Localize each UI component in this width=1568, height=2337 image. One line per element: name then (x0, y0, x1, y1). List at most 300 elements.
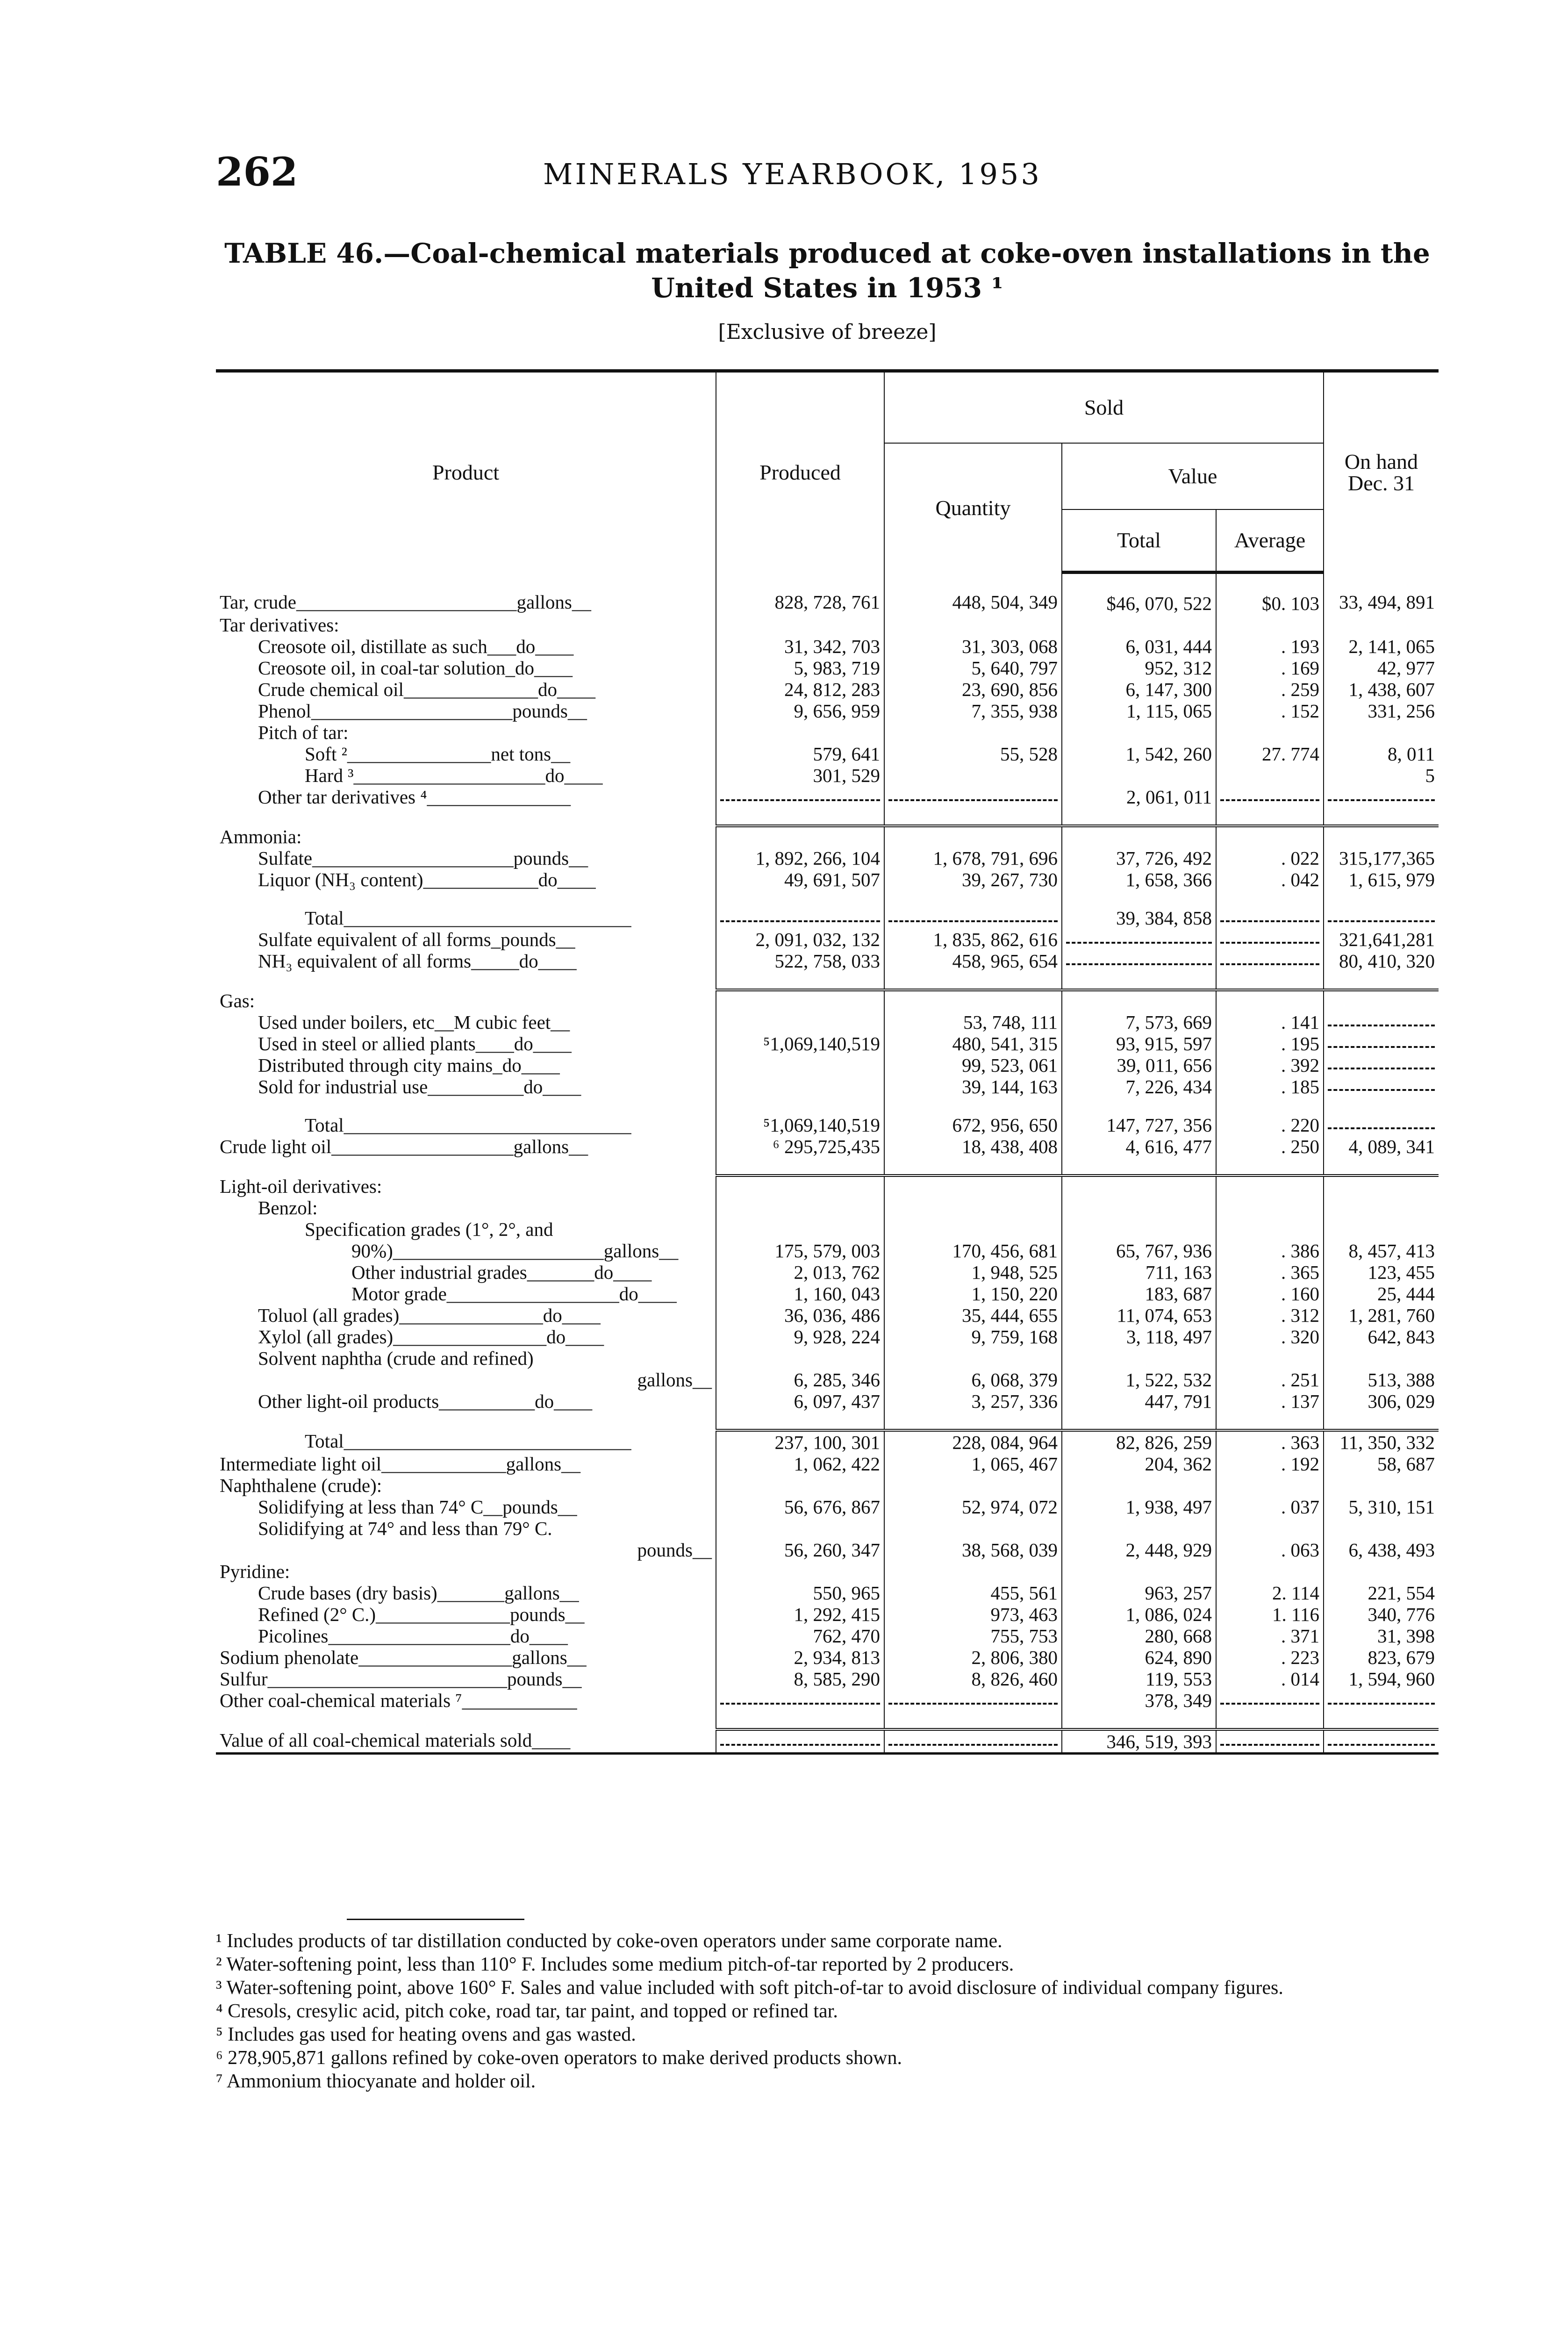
table-row (216, 826, 1439, 847)
cell-total (1062, 614, 1216, 636)
dash-line (1066, 963, 1212, 965)
row-label: Tar derivatives: (220, 614, 339, 636)
col-on-hand (1324, 371, 1439, 573)
cell-quantity: 8, 826, 460 (884, 1668, 1062, 1690)
cell-on-hand: 4, 089, 341 (1324, 1136, 1439, 1157)
spacer-cell (884, 972, 1062, 990)
cell-total: 1, 086, 024 (1062, 1604, 1216, 1625)
cell-average: . 063 (1216, 1539, 1324, 1561)
dash-cell (1324, 1690, 1439, 1711)
table-header (216, 371, 1439, 573)
table-row (216, 1114, 1439, 1136)
cell-total (1062, 1219, 1216, 1240)
cell-on-hand: 321,641,281 (1324, 929, 1439, 950)
cell-total: 1, 115, 065 (1062, 700, 1216, 722)
cell-produced: 1, 062, 422 (716, 1453, 884, 1475)
spacer-cell (884, 1711, 1062, 1729)
cell-produced: 522, 758, 033 (716, 950, 884, 972)
dash-cell (884, 1690, 1062, 1711)
cell-quantity: 448, 504, 349 (884, 573, 1062, 615)
spacer-cell (1062, 1157, 1216, 1176)
cell-produced (716, 1011, 884, 1033)
row-label: Sodium phenolate________________gallons__ (220, 1647, 587, 1668)
row-label: Total______________________________ (305, 907, 631, 929)
spacer-cell (716, 972, 884, 990)
row-label: Hard ³____________________do____ (305, 765, 603, 786)
page-number: 262 (216, 149, 298, 195)
cell-total: 2, 061, 011 (1062, 786, 1216, 808)
row-label: Pyridine: (220, 1561, 290, 1582)
cell-produced: 2, 091, 032, 132 (716, 929, 884, 950)
page-header (216, 149, 1439, 200)
col-quantity: Quantity (884, 443, 1062, 573)
cell-produced: 6, 097, 437 (716, 1391, 884, 1412)
row-label: Picolines___________________do____ (258, 1625, 568, 1647)
cell-on-hand: 315,177,365 (1324, 847, 1439, 869)
table-row (216, 929, 1439, 950)
dash-line (888, 799, 1058, 801)
dash-cell (1324, 786, 1439, 808)
row-label: Soft ²_______________net tons__ (305, 743, 571, 765)
cell-on-hand (1324, 1197, 1439, 1219)
cell-total: 1, 522, 532 (1062, 1369, 1216, 1391)
table-row (216, 1348, 1439, 1369)
spacer-cell (716, 1711, 884, 1729)
dash-cell (716, 907, 884, 929)
footnote-rule (347, 1919, 524, 1920)
col-on-hand-line-2: Dec. 31 (1347, 471, 1415, 495)
spacer-cell (1324, 1412, 1439, 1430)
dash-line (1328, 920, 1435, 922)
footnote: ⁴ Cresols, cresylic acid, pitch coke, road tar, tar paint, and topped or refined tar. (216, 2000, 838, 2022)
table-title-line-1: TABLE 46.—Coal-chemical materials produced at coke-oven installations in the (224, 237, 1430, 269)
table-row (216, 786, 1439, 808)
spacer-cell (216, 890, 716, 907)
row-label: Naphthalene (crude): (220, 1475, 382, 1496)
row-label: Ammonia: (220, 826, 302, 847)
row-label: Distributed through city mains_do____ (258, 1054, 560, 1076)
table-row (216, 1054, 1439, 1076)
spacer-cell (216, 972, 716, 990)
cell-total: 82, 826, 259 (1062, 1430, 1216, 1453)
cell-quantity: 1, 678, 791, 696 (884, 847, 1062, 869)
spacer-cell (884, 1097, 1062, 1114)
row-label: 90%)______________________gallons__ (351, 1240, 679, 1262)
row-label: Liquor (NH₃ content)____________do____ (258, 869, 596, 890)
table-row (216, 1453, 1439, 1475)
cell-total: 3, 118, 497 (1062, 1326, 1216, 1348)
dash-cell (1324, 1729, 1439, 1754)
spacer-cell (1062, 1097, 1216, 1114)
cell-total: 1, 938, 497 (1062, 1496, 1216, 1518)
dash-cell (1062, 950, 1216, 972)
cell-average: . 014 (1216, 1668, 1324, 1690)
dash-line (1220, 1744, 1319, 1746)
table-row (216, 1305, 1439, 1326)
cell-average: $0. 103 (1216, 573, 1324, 615)
cell-produced: 828, 728, 761 (716, 573, 884, 615)
cell-average: . 363 (1216, 1430, 1324, 1453)
footnote: ³ Water-softening point, above 160° F. Sales and value included with soft pitch-of-tar to avoid disclosure of individual company figures. (216, 1977, 1283, 1999)
row-label: Pitch of tar: (258, 722, 349, 743)
dash-cell (1216, 786, 1324, 808)
cell-on-hand (1324, 614, 1439, 636)
cell-average (1216, 1518, 1324, 1539)
cell-on-hand: 823, 679 (1324, 1647, 1439, 1668)
cell-quantity: 1, 835, 862, 616 (884, 929, 1062, 950)
dash-cell (1216, 950, 1324, 972)
spacer-cell (216, 1711, 716, 1729)
footnote: ⁷ Ammonium thiocyanate and holder oil. (216, 2071, 536, 2092)
dash-line (720, 799, 880, 801)
cell-average: . 022 (1216, 847, 1324, 869)
cell-average (1216, 1219, 1324, 1240)
spacer-cell (1324, 1711, 1439, 1729)
row-label: Used under boilers, etc__M cubic feet__ (258, 1011, 570, 1033)
cell-produced (716, 722, 884, 743)
cell-on-hand (1324, 1475, 1439, 1496)
cell-on-hand: 80, 410, 320 (1324, 950, 1439, 972)
cell-produced: 56, 260, 347 (716, 1539, 884, 1561)
cell-quantity: 39, 267, 730 (884, 869, 1062, 890)
row-label: Value of all coal-chemical materials sold____ (216, 1729, 716, 1754)
dash-line (720, 920, 880, 922)
table-subtitle: [Exclusive of breeze] (718, 320, 937, 344)
cell-average: . 137 (1216, 1391, 1324, 1412)
cell-total: 624, 890 (1062, 1647, 1216, 1668)
cell-total: 183, 687 (1062, 1283, 1216, 1305)
cell-quantity: 53, 748, 111 (884, 1011, 1062, 1033)
cell-average (1216, 1561, 1324, 1582)
spacer-row (216, 1711, 1439, 1729)
table-row (216, 1011, 1439, 1033)
cell-quantity: 35, 444, 655 (884, 1305, 1062, 1326)
table-row (216, 1496, 1439, 1518)
dash-line (888, 920, 1058, 922)
cell-produced (716, 614, 884, 636)
cell-on-hand: 5, 310, 151 (1324, 1496, 1439, 1518)
cell-average: . 195 (1216, 1033, 1324, 1054)
cell-on-hand: 42, 977 (1324, 657, 1439, 679)
footnote: ⁵ Includes gas used for heating ovens and gas wasted. (216, 2024, 636, 2045)
spacer-row (216, 1157, 1439, 1176)
cell-quantity: 31, 303, 068 (884, 636, 1062, 657)
cell-average: . 365 (1216, 1262, 1324, 1283)
dash-line (888, 1744, 1058, 1746)
col-sold: Sold (884, 371, 1324, 444)
cell-average (1216, 990, 1324, 1011)
col-on-hand-line-1: On hand (1344, 449, 1418, 473)
cell-quantity (884, 1176, 1062, 1197)
cell-total: 963, 257 (1062, 1582, 1216, 1604)
spacer-cell (1062, 1711, 1216, 1729)
cell-quantity (884, 1518, 1062, 1539)
cell-produced: 762, 470 (716, 1625, 884, 1647)
cell-total (1062, 765, 1216, 786)
cell-total: 93, 915, 597 (1062, 1033, 1216, 1054)
cell-total (1062, 722, 1216, 743)
cell-quantity (884, 990, 1062, 1011)
cell-produced: 56, 676, 867 (716, 1496, 884, 1518)
spacer-cell (216, 1412, 716, 1430)
cell-quantity: 2, 806, 380 (884, 1647, 1062, 1668)
table-row (216, 1604, 1439, 1625)
cell-total: 147, 727, 356 (1062, 1114, 1216, 1136)
spacer-cell (884, 890, 1062, 907)
cell-quantity: 480, 541, 315 (884, 1033, 1062, 1054)
table-row (216, 1136, 1439, 1157)
table-row (216, 950, 1439, 972)
cell-produced: ⁵1,069,140,519 (716, 1033, 884, 1054)
cell-produced: 5, 983, 719 (716, 657, 884, 679)
table-row (216, 1176, 1439, 1197)
cell-total (1062, 1348, 1216, 1369)
cell-produced (716, 1219, 884, 1240)
cell-quantity: 99, 523, 061 (884, 1054, 1062, 1076)
spacer-cell (1324, 972, 1439, 990)
spacer-cell (216, 1097, 716, 1114)
cell-produced: 9, 928, 224 (716, 1326, 884, 1348)
table-row (216, 1283, 1439, 1305)
footnote: ² Water-softening point, less than 110° F. Includes some medium pitch-of-tar reported by 2 producers. (216, 1954, 1014, 1975)
row-label: Tar, crude_______________________gallons__ (220, 591, 591, 613)
cell-average (1216, 765, 1324, 786)
cell-average: . 320 (1216, 1326, 1324, 1348)
cell-on-hand (1324, 722, 1439, 743)
dash-cell (716, 1690, 884, 1711)
table-row (216, 990, 1439, 1011)
cell-on-hand (1324, 826, 1439, 847)
cell-total (1062, 826, 1216, 847)
cell-quantity: 1, 150, 220 (884, 1283, 1062, 1305)
cell-quantity (884, 765, 1062, 786)
dash-cell (884, 786, 1062, 808)
cell-average (1216, 1176, 1324, 1197)
spacer-cell (716, 890, 884, 907)
cell-average: . 141 (1216, 1011, 1324, 1033)
dash-cell (716, 786, 884, 808)
spacer-cell (1216, 1097, 1324, 1114)
table-title-line-2: United States in 1953 ¹ (651, 272, 1003, 304)
row-label: Creosote oil, in coal-tar solution_do____ (258, 657, 573, 679)
row-label: Creosote oil, distillate as such___do____ (258, 636, 574, 657)
dash-line (1328, 1703, 1435, 1705)
cell-average: . 220 (1216, 1114, 1324, 1136)
cell-quantity: 52, 974, 072 (884, 1496, 1062, 1518)
cell-produced (716, 1176, 884, 1197)
table-row (216, 765, 1439, 786)
spacer-cell (216, 1157, 716, 1176)
cell-quantity: 55, 528 (884, 743, 1062, 765)
cell-quantity: 973, 463 (884, 1604, 1062, 1625)
dash-cell (1216, 907, 1324, 929)
cell-quantity: 5, 640, 797 (884, 657, 1062, 679)
row-label: Toluol (all grades)_______________do____ (258, 1305, 601, 1326)
spacer-row (216, 808, 1439, 826)
spacer-cell (1216, 890, 1324, 907)
cell-average: . 192 (1216, 1453, 1324, 1475)
cell-on-hand: 306, 029 (1324, 1391, 1439, 1412)
cell-produced: 237, 100, 301 (716, 1430, 884, 1453)
cell-on-hand: 1, 281, 760 (1324, 1305, 1439, 1326)
cell-average: . 160 (1216, 1283, 1324, 1305)
dash-line (1220, 799, 1319, 801)
cell-produced: ⁵1,069,140,519 (716, 1114, 884, 1136)
cell-total: 346, 519, 393 (1062, 1729, 1216, 1754)
row-label: Total______________________________ (305, 1430, 631, 1452)
cell-produced: 175, 579, 003 (716, 1240, 884, 1262)
cell-on-hand (1324, 1518, 1439, 1539)
cell-total: 378, 349 (1062, 1690, 1216, 1711)
cell-on-hand: 123, 455 (1324, 1262, 1439, 1283)
cell-produced: 579, 641 (716, 743, 884, 765)
cell-quantity: 170, 456, 681 (884, 1240, 1062, 1262)
cell-produced: 8, 585, 290 (716, 1668, 884, 1690)
cell-on-hand (1324, 1348, 1439, 1369)
spacer-cell (884, 808, 1062, 826)
row-label: Crude light oil___________________gallons__ (220, 1136, 588, 1157)
cell-total: 2, 448, 929 (1062, 1539, 1216, 1561)
cell-average: . 042 (1216, 869, 1324, 890)
cell-total (1062, 990, 1216, 1011)
cell-average: . 371 (1216, 1625, 1324, 1647)
table-row (216, 573, 1439, 615)
dash-line (1328, 1127, 1435, 1129)
cell-on-hand: 31, 398 (1324, 1625, 1439, 1647)
cell-total (1062, 1561, 1216, 1582)
cell-quantity: 23, 690, 856 (884, 679, 1062, 700)
spacer-cell (884, 1412, 1062, 1430)
row-label: Gas: (220, 990, 255, 1011)
cell-average: . 312 (1216, 1305, 1324, 1326)
cell-average: . 386 (1216, 1240, 1324, 1262)
cell-quantity: 7, 355, 938 (884, 700, 1062, 722)
footnote-list (216, 1929, 1439, 2093)
row-label: Solidifying at 74° and less than 79° C. (258, 1518, 552, 1539)
spacer-cell (716, 1097, 884, 1114)
cell-total: 1, 658, 366 (1062, 869, 1216, 890)
table-row (216, 679, 1439, 700)
dash-line (1220, 963, 1319, 965)
dash-cell (1324, 1054, 1439, 1076)
row-label: gallons__ (637, 1369, 712, 1391)
cell-quantity (884, 722, 1062, 743)
cell-on-hand (1324, 1561, 1439, 1582)
table-row (216, 700, 1439, 722)
dash-line (888, 1703, 1058, 1705)
cell-total (1062, 1176, 1216, 1197)
cell-total: 7, 573, 669 (1062, 1011, 1216, 1033)
cell-average: 27. 774 (1216, 743, 1324, 765)
cell-average: . 251 (1216, 1369, 1324, 1391)
dash-line (1328, 1744, 1435, 1746)
cell-produced: 2, 934, 813 (716, 1647, 884, 1668)
cell-on-hand: 642, 843 (1324, 1326, 1439, 1348)
cell-produced: 6, 285, 346 (716, 1369, 884, 1391)
dash-line (1220, 920, 1319, 922)
footnote: ⁶ 278,905,871 gallons refined by coke-oven operators to make derived products shown. (216, 2047, 902, 2069)
row-label: Other coal-chemical materials ⁷____________ (220, 1690, 577, 1711)
cell-total: 4, 616, 477 (1062, 1136, 1216, 1157)
cell-quantity (884, 1475, 1062, 1496)
cell-on-hand: 11, 350, 332 (1324, 1430, 1439, 1453)
cell-total: 11, 074, 653 (1062, 1305, 1216, 1326)
cell-average (1216, 826, 1324, 847)
cell-average: 2. 114 (1216, 1582, 1324, 1604)
cell-produced: 9, 656, 959 (716, 700, 884, 722)
cell-on-hand: 331, 256 (1324, 700, 1439, 722)
spacer-cell (716, 1412, 884, 1430)
spacer-cell (716, 808, 884, 826)
cell-on-hand: 1, 594, 960 (1324, 1668, 1439, 1690)
cell-quantity (884, 614, 1062, 636)
dash-line (1328, 799, 1435, 801)
cell-total (1062, 1197, 1216, 1219)
cell-average (1216, 1348, 1324, 1369)
dash-cell (1324, 1011, 1439, 1033)
row-label: Sulfate equivalent of all forms_pounds__ (258, 929, 575, 950)
dash-line (1220, 942, 1319, 944)
col-produced: Produced (716, 371, 884, 573)
row-label: Phenol_____________________pounds__ (258, 700, 587, 722)
table-row (216, 657, 1439, 679)
cell-average: 1. 116 (1216, 1604, 1324, 1625)
dash-cell (1062, 929, 1216, 950)
cell-quantity: 1, 065, 467 (884, 1453, 1062, 1475)
footnotes (216, 1919, 1439, 2093)
table-row (216, 1518, 1439, 1539)
spacer-row (216, 890, 1439, 907)
cell-produced: 1, 292, 415 (716, 1604, 884, 1625)
cell-on-hand: 340, 776 (1324, 1604, 1439, 1625)
cell-on-hand: 8, 011 (1324, 743, 1439, 765)
coal-chemical-table (216, 369, 1439, 1755)
spacer-cell (216, 808, 716, 826)
table-row (216, 1326, 1439, 1348)
table-row (216, 636, 1439, 657)
cell-on-hand: 25, 444 (1324, 1283, 1439, 1305)
dash-line (1328, 1025, 1435, 1026)
cell-quantity (884, 1348, 1062, 1369)
row-label: Benzol: (258, 1197, 318, 1219)
cell-produced (716, 1054, 884, 1076)
spacer-row (216, 1097, 1439, 1114)
dash-cell (884, 1729, 1062, 1754)
cell-produced (716, 1197, 884, 1219)
row-label: Crude bases (dry basis)_______gallons__ (258, 1582, 579, 1604)
row-label: pounds__ (637, 1539, 712, 1561)
row-label: Used in steel or allied plants____do____ (258, 1033, 572, 1054)
table-row (216, 907, 1439, 929)
row-label: Crude chemical oil______________do____ (258, 679, 595, 700)
running-title: MINERALS YEARBOOK, 1953 (543, 157, 1042, 191)
cell-quantity: 38, 568, 039 (884, 1539, 1062, 1561)
cell-produced (716, 1518, 884, 1539)
table-row (216, 614, 1439, 636)
row-label: Xylol (all grades)________________do____ (258, 1326, 604, 1348)
spacer-row (216, 1412, 1439, 1430)
spacer-cell (716, 1157, 884, 1176)
dash-cell (884, 907, 1062, 929)
dash-cell (1324, 1114, 1439, 1136)
cell-total: $46, 070, 522 (1062, 573, 1216, 615)
cell-on-hand: 2, 141, 065 (1324, 636, 1439, 657)
dash-line (720, 1703, 880, 1705)
dash-cell (1324, 907, 1439, 929)
spacer-cell (1062, 890, 1216, 907)
cell-quantity: 39, 144, 163 (884, 1076, 1062, 1097)
cell-total: 952, 312 (1062, 657, 1216, 679)
